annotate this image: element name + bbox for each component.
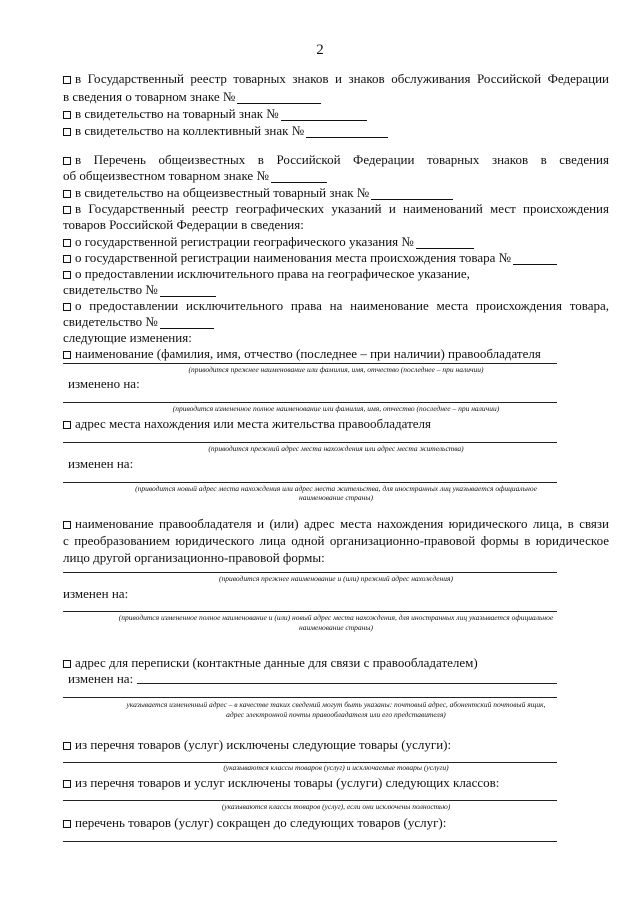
collective-checkbox[interactable] xyxy=(63,128,71,136)
change-classes-excluded-checkbox[interactable] xyxy=(63,780,71,788)
registry1-head-line1: в Государственный реестр товарных знаков и знаков обслуживания Российской Федерации xyxy=(63,71,609,87)
wellknown-cert-checkbox[interactable] xyxy=(63,190,71,198)
registry2-checkbox[interactable] xyxy=(63,157,71,165)
trademark-number-field[interactable] xyxy=(237,91,321,104)
change-address-old-caption: (приводится прежний адрес места нахождения или адрес места жительства) xyxy=(208,444,464,453)
change-goods-excluded-option: из перечня товаров (услуг) исключены следующие товары (услуги): xyxy=(63,737,609,753)
change-goods-excluded-checkbox[interactable] xyxy=(63,742,71,750)
gi-reg-checkbox[interactable] xyxy=(63,239,71,247)
change-reorg-old-line[interactable] xyxy=(63,572,557,573)
change-address-changed-to: изменен на: xyxy=(68,456,134,471)
registry2-head-line1: в Перечень общеизвестных в Российской Федерации товарных знаков в сведения xyxy=(63,152,609,168)
change-reorg-old-caption: (приводится прежнее наименование и (или) прежний адрес нахождения) xyxy=(218,574,454,583)
wellknown-cert-number-field[interactable] xyxy=(371,187,453,200)
registry3-checkbox[interactable] xyxy=(63,206,71,214)
change-goods-reduced-line[interactable] xyxy=(63,841,557,842)
change-reorg-changed-to: изменен на: xyxy=(63,586,129,601)
change-reorg-line3: лицо другой организационно-правовой формы: xyxy=(63,550,325,565)
change-goods-reduced-option: перечень товаров (услуг) сокращен до следующих товаров (услуг): xyxy=(63,815,609,831)
change-correspondence-option: адрес для переписки (контактные данные для связи с правообладателем) xyxy=(63,655,609,671)
registry2-head-line2: об общеизвестном товарном знаке № xyxy=(63,168,609,184)
collective-number-field[interactable] xyxy=(306,125,388,138)
registry3-option-gi-right-cert: свидетельство № xyxy=(63,282,609,298)
change-address-new-caption-1: (приводится новый адрес места нахождения или адрес места жительства, для иностранных лиц указывается официальное xyxy=(135,484,537,493)
change-classes-excluded-line[interactable] xyxy=(63,800,557,801)
change-classes-excluded-caption: (указываются классы товаров (услуг), если они исключены полностью) xyxy=(221,802,451,811)
change-address-new-line[interactable] xyxy=(63,482,557,483)
change-reorg-new-line[interactable] xyxy=(63,611,557,612)
ao-right-cert-number-field[interactable] xyxy=(160,316,214,329)
gi-right-checkbox[interactable] xyxy=(63,271,71,279)
changes-intro: следующие изменения: xyxy=(63,330,192,345)
change-name-old-line[interactable] xyxy=(63,363,557,364)
change-reorg-line2: с преобразованием юридического лица одной организационно-правовой формы в юридическое xyxy=(63,533,609,548)
tm-cert-number-field[interactable] xyxy=(281,108,367,121)
registry3-option-ao-right-cert: свидетельство № xyxy=(63,314,609,330)
tm-cert-checkbox[interactable] xyxy=(63,111,71,119)
registry1-option-tm-cert: в свидетельство на товарный знак № xyxy=(63,106,609,122)
change-name-new-caption: (приводится измененное полное наименование или фамилия, имя, отчество (последнее – при наличии) xyxy=(172,404,500,413)
change-reorg-new-caption-2: наименование страны) xyxy=(299,623,373,632)
change-reorg-new-caption-1: (приводится измененное полное наименование и (или) новый адрес места нахождения, для иностранных лиц указывается официальное xyxy=(118,613,554,622)
change-reorg-line1: наименование правообладателя и (или) адрес места нахождения юридического лица, в связи xyxy=(63,516,609,532)
change-correspondence-checkbox[interactable] xyxy=(63,660,71,668)
registry2-option-cert: в свидетельство на общеизвестный товарный знак № xyxy=(63,185,609,201)
registry1-option-collective: в свидетельство на коллективный знак № xyxy=(63,123,609,139)
change-goods-excluded-caption: (указываются классы товаров (услуг) и исключаемые товары (услуги) xyxy=(223,763,449,772)
change-correspondence-changed-to: изменен на: xyxy=(68,671,134,686)
registry1-checkbox[interactable] xyxy=(63,76,71,84)
registry3-head-line1: в Государственный реестр географических указаний и наименований мест происхождения xyxy=(63,201,609,217)
change-name-new-line[interactable] xyxy=(63,402,557,403)
change-address-new-caption-2: наименование страны) xyxy=(299,493,373,502)
registry3-option-gi-reg: о государственной регистрации географического указания № xyxy=(63,234,609,250)
page-number: 2 xyxy=(316,42,324,58)
ao-right-checkbox[interactable] xyxy=(63,303,71,311)
change-name-old-caption: (приводится прежнее наименование или фамилия, имя, отчество (последнее – при наличии) xyxy=(188,365,484,374)
change-correspondence-caption-2: адрес электронной почты правообладателя или его представителя) xyxy=(226,710,446,719)
registry3-option-ao-reg: о государственной регистрации наименования места происхождения товара № xyxy=(63,250,609,266)
gi-right-cert-number-field[interactable] xyxy=(160,284,216,297)
change-reorg-checkbox[interactable] xyxy=(63,521,71,529)
change-address-old-line[interactable] xyxy=(63,442,557,443)
change-correspondence-value-line[interactable] xyxy=(137,683,557,684)
wellknown-number-field[interactable] xyxy=(271,170,327,183)
change-name-changed-to: изменено на: xyxy=(68,376,140,391)
ao-reg-number-field[interactable] xyxy=(513,252,557,265)
change-correspondence-caption-1: указывается измененный адрес – в качестве таких сведений могут быть указаны: почтовый адрес, абонентский почтовый ящик, xyxy=(126,700,546,709)
ao-reg-checkbox[interactable] xyxy=(63,255,71,263)
change-name-checkbox[interactable] xyxy=(63,351,71,359)
change-address-checkbox[interactable] xyxy=(63,421,71,429)
registry3-head-line2: товаров Российской Федерации в сведения: xyxy=(63,217,304,232)
change-correspondence-extra-line[interactable] xyxy=(63,697,557,698)
change-classes-excluded-option: из перечня товаров и услуг исключены товары (услуги) следующих классов: xyxy=(63,775,609,791)
registry3-option-gi-right: о предоставлении исключительного права на географическое указание, xyxy=(63,266,609,282)
change-name-option: наименование (фамилия, имя, отчество (последнее – при наличии) правообладателя xyxy=(63,346,609,362)
registry3-option-ao-right: о предоставлении исключительного права на наименование места происхождения товара, xyxy=(63,298,609,314)
change-goods-reduced-checkbox[interactable] xyxy=(63,820,71,828)
registry1-head-line2: в сведения о товарном знаке № xyxy=(63,89,609,105)
change-address-option: адрес места нахождения или места жительства правообладателя xyxy=(63,416,609,432)
gi-reg-number-field[interactable] xyxy=(416,236,474,249)
